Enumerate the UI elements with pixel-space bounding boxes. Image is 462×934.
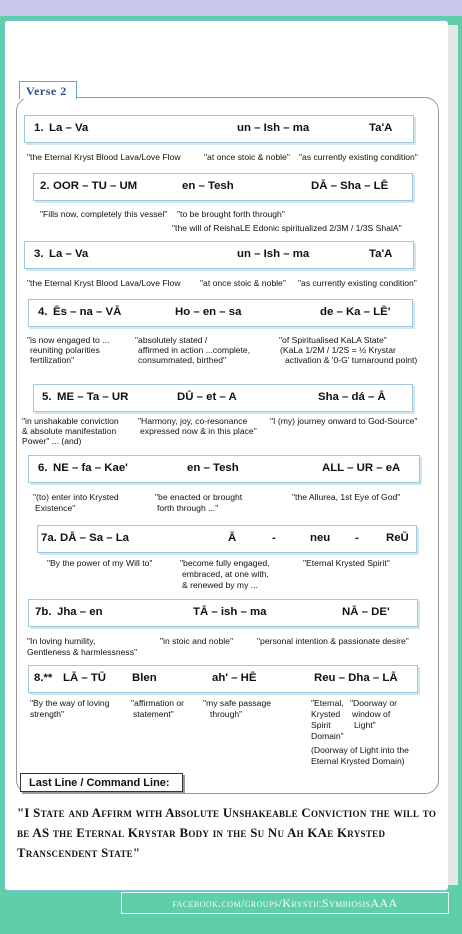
line-8-num: 8.** xyxy=(34,672,53,684)
line-1-translation-3: "as currently existing condition" xyxy=(299,152,418,162)
line-5 xyxy=(33,384,413,412)
line-7a-translation-3: "Eternal Krysted Spirit" xyxy=(303,558,390,568)
line-7b-translation-1b: Gentleness & harmlessness" xyxy=(27,647,138,657)
line-2-translation-2: "to be brought forth through" xyxy=(177,209,285,219)
line-8-translation-3a: "my safe passage xyxy=(203,698,272,708)
line-7a-translation-2b: embraced, at one with, xyxy=(182,569,269,579)
line-4-translation-2a: "absolutely stated / xyxy=(135,335,208,345)
line-5-num: 5. xyxy=(42,391,52,403)
line-3-translation-3: "as currently existing condition" xyxy=(298,278,417,288)
line-7a xyxy=(37,525,417,553)
line-7a-col-6: ReŪ xyxy=(386,532,409,544)
line-4-col-3: de – Ka – LĒ' xyxy=(320,306,391,318)
line-2-col-1: OOR – TU – UM xyxy=(53,180,138,192)
line-6-translation-2a: "be enacted or brought xyxy=(155,492,243,502)
verse-label: Verse 2 xyxy=(19,81,77,99)
line-4 xyxy=(28,299,413,327)
line-5-translation-2b: expressed now & in this place" xyxy=(140,426,257,436)
line-4-translation-1c: fertilization" xyxy=(30,355,75,365)
line-7a-col-4: neu xyxy=(310,532,331,544)
line-1 xyxy=(24,115,414,143)
line-8-translation-3b: through" xyxy=(210,709,243,719)
line-4-col-2: Ho – en – sa xyxy=(175,306,242,318)
line-8-translation-1a: "By the way of loving xyxy=(30,698,110,708)
line-3-num: 3. xyxy=(34,248,44,260)
line-1-num: 1. xyxy=(34,122,44,134)
line-1-col-3: Ta'A xyxy=(369,122,393,134)
line-5-translation-1c: Power" ... (and) xyxy=(22,436,82,446)
line-5-col-3: Sha – dá – Ā xyxy=(318,391,386,403)
line-3-translation-1: "the Eternal Kryst Blood Lava/Love Flow xyxy=(27,278,181,288)
line-7a-col-3: - xyxy=(272,532,276,544)
line-7a-translation-2c: & renewed by my ... xyxy=(182,580,258,590)
line-7b-translation-3: "personal intention & passionate desire" xyxy=(257,636,409,646)
line-8-translation-5c: Light" xyxy=(354,720,376,730)
line-6-translation-2b: forth through ..." xyxy=(157,503,219,513)
line-4-num: 4. xyxy=(38,306,48,318)
line-7a-translation-2a: "become fully engaged, xyxy=(180,558,270,568)
line-8-translation-4c: Spirit xyxy=(311,720,331,730)
line-1-col-1: La – Va xyxy=(49,122,89,134)
line-4-translation-2c: consummated, birthed" xyxy=(138,355,227,365)
line-5-translation-1b: & absolute manifestation xyxy=(22,426,117,436)
line-4-translation-3b: (KaLa 1/2M / 1/2S = ½ Krystar xyxy=(280,345,396,355)
line-4-translation-3c: activation & '0-G' turnaround point) xyxy=(285,355,418,365)
line-7b-translation-2: "in stoic and noble" xyxy=(160,636,233,646)
line-8-translation-2a: "affirmation or xyxy=(131,698,185,708)
line-3-col-1: La – Va xyxy=(49,248,89,260)
line-5-col-2: DŪ – et – A xyxy=(177,391,237,403)
line-8 xyxy=(28,665,418,693)
line-3-translation-2: "at once stoic & noble" xyxy=(200,278,286,288)
line-7b-translation-1a: "In loving humility, xyxy=(27,636,96,646)
line-8-translation-5a: "Doorway or xyxy=(350,698,397,708)
line-5-translation-3: "I (my) journey onward to God-Source" xyxy=(270,416,418,426)
line-7b xyxy=(28,599,418,627)
line-2-translation-3: "the will of ReishaLE Edonic spiritualized 2/3M / 1/3S ShalA" xyxy=(172,223,402,233)
line-8-translation-4b: Krysted xyxy=(311,709,341,719)
command-line-label: Last Line / Command Line: xyxy=(20,773,183,792)
line-2 xyxy=(33,173,413,201)
line-8-col-4: Reu – Dha – LĀ xyxy=(314,672,398,684)
line-6-translation-1a: "(to) enter into Krysted xyxy=(33,492,119,502)
line-7a-translation-1: "By the power of my Will to" xyxy=(47,558,153,568)
line-4-translation-1b: reuniting polarities xyxy=(30,345,100,355)
line-5-translation-2a: "Harmony, joy, co-resonance xyxy=(138,416,248,426)
line-8-translation-2b: statement" xyxy=(133,709,174,719)
line-8-translation-6a: (Doorway of Light into the xyxy=(311,745,409,755)
line-1-col-2: un – Ish – ma xyxy=(237,122,310,134)
line-6-col-2: en – Tesh xyxy=(187,462,239,474)
line-2-col-3: DĀ – Sha – LĒ xyxy=(311,180,389,192)
line-7b-col-2: TĀ – ish – ma xyxy=(193,606,267,618)
line-6-col-3: ALL – UR – eA xyxy=(322,462,401,474)
line-5-col-1: ME – Ta – UR xyxy=(57,391,129,403)
facebook-group-link[interactable]: facebook.com/groups/KrysticSymbiosisAAA xyxy=(121,892,449,914)
line-8-translation-4d: Domain" xyxy=(311,731,344,741)
line-4-translation-2b: affirmed in action ...complete, xyxy=(138,345,251,355)
line-7a-col-2: Ā xyxy=(228,532,237,544)
line-7a-col-1: DĀ – Sa – La xyxy=(60,532,130,544)
line-7b-col-3: NĀ – DE' xyxy=(342,606,390,618)
line-4-translation-1a: "is now engaged to ... xyxy=(27,335,110,345)
line-4-col-1: Ēs – na – VĀ xyxy=(53,306,122,318)
line-1-translation-1: "the Eternal Kryst Blood Lava/Love Flow xyxy=(27,152,181,162)
line-7a-num: 7a. xyxy=(41,532,57,544)
line-2-translation-1: "Fills now, completely this vessel" xyxy=(40,209,168,219)
line-8-translation-5b: window of xyxy=(352,709,391,719)
line-3-col-2: un – Ish – ma xyxy=(237,248,310,260)
line-8-translation-6b: Eternal Krysted Domain) xyxy=(311,756,405,766)
line-7a-col-5: - xyxy=(355,532,359,544)
command-line-text: "I State and Affirm with Absolute Unshakeable Conviction the will to be AS the Eternal Krystar Body in the Su Nu Ah KAe Krysted Transcendent State" xyxy=(17,806,437,860)
line-6-translation-3: "the Allurea, 1st Eye of God" xyxy=(292,492,401,502)
line-8-col-1: LĀ – TŪ xyxy=(63,672,107,684)
line-2-num: 2. xyxy=(40,180,50,192)
line-3 xyxy=(24,241,414,269)
line-3-col-3: Ta'A xyxy=(369,248,393,260)
line-4-translation-3a: "of Spiritualised KaLA State" xyxy=(279,335,387,345)
line-7b-num: 7b. xyxy=(35,606,52,618)
line-1-translation-2: "at once stoic & noble" xyxy=(204,152,290,162)
line-8-col-3: ah' – HĒ xyxy=(212,672,257,684)
line-2-col-2: en – Tesh xyxy=(182,180,234,192)
line-6-col-1: NE – fa – Kae' xyxy=(53,462,128,474)
line-6-translation-1b: Existence" xyxy=(35,503,76,513)
line-8-col-2: Blen xyxy=(132,672,157,684)
top-band xyxy=(0,0,462,16)
line-6-num: 6. xyxy=(38,462,48,474)
line-7b-col-1: Jha – en xyxy=(57,606,103,618)
line-8-translation-4a: "Eternal, xyxy=(311,698,344,708)
line-5-translation-1a: "in unshakable conviction xyxy=(22,416,119,426)
line-8-translation-1b: strength" xyxy=(30,709,65,719)
line-6 xyxy=(28,455,420,483)
